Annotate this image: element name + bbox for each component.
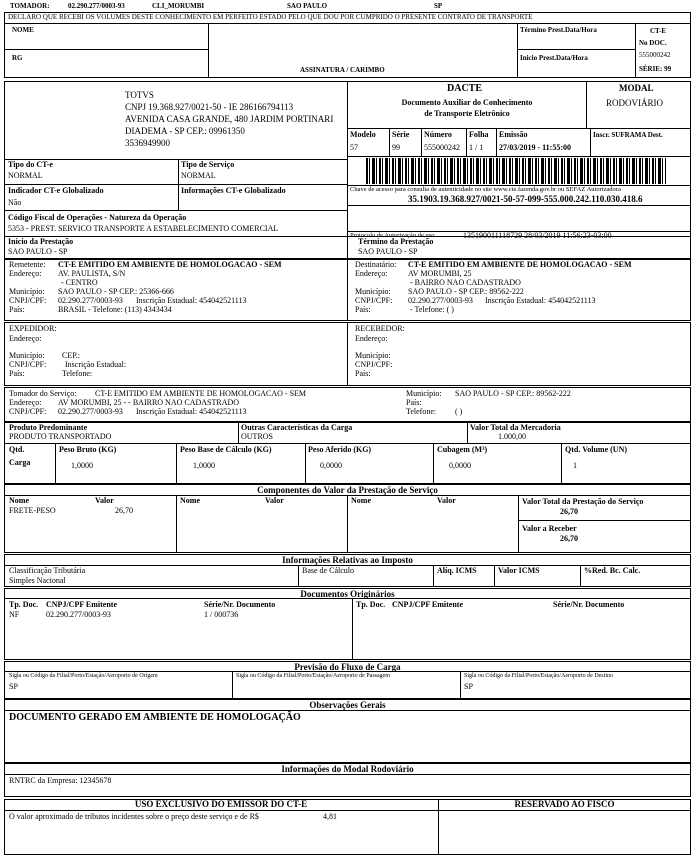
aliq-icms-label: Alíq. ICMS [437, 566, 477, 575]
tipo-cte-value: NORMAL [8, 171, 43, 180]
comp-valor-label-1: Valor [95, 496, 114, 505]
informacoes-label: Informações CT-e Globalizado [181, 186, 286, 195]
outras-value: OUTROS [241, 432, 274, 441]
expedidor-pais-label: País: [9, 369, 25, 378]
folha-label: Folha [469, 130, 489, 139]
tomador-strip-state: SP [434, 2, 443, 10]
doc-cnpj-label-1: CNPJ/CPF Emitente [46, 600, 118, 609]
fluxo-destino-label: Sigla ou Código da Filial/Porto/Estação/Aeroporto de Destino [464, 673, 613, 679]
divider [55, 443, 56, 484]
emitter-name: TOTVS [125, 90, 154, 100]
qtd-carga-label: Carga [9, 458, 31, 467]
destinatario-name: CT-E EMITIDO EM AMBIENTE DE HOMOLOGACAO - SEM [408, 260, 632, 269]
tomador-label: Tomador do Serviço: [9, 389, 77, 398]
imposto-title: Informações Relativas ao Imposto [4, 554, 691, 565]
tomador-cnpj-label: CNPJ/CPF: [9, 407, 47, 416]
tipo-cte-label: Tipo do CT-e [8, 160, 53, 169]
divider [305, 443, 306, 484]
tributos-value: 4,81 [323, 812, 337, 821]
qtd-volume-label: Qtd. Volume (UN) [565, 445, 628, 454]
divider [421, 128, 422, 156]
indicador-value: Não [8, 198, 22, 207]
emitter-cnpj: CNPJ 19.368.927/0021-50 - IE 286166794113 [125, 102, 294, 112]
nodoc-label: No DOC. [639, 39, 667, 47]
divider [4, 184, 347, 185]
valor-mercadoria-label: Valor Total da Mercadoria [470, 423, 561, 432]
divider [517, 49, 635, 50]
fluxo-destino-value: SP [464, 682, 473, 691]
classificacao-label: Classificação Tributária [9, 566, 86, 575]
serie-doc-label: Série [392, 130, 410, 139]
qtd-label: Qtd. [9, 445, 25, 454]
documentos-title: Documentos Originários [4, 588, 691, 598]
qtd-volume-value: 1 [573, 461, 577, 470]
recebedor-endereco-label: Endereço: [355, 334, 388, 343]
cte-label: CT-E [650, 27, 667, 35]
comp-nome-label-1: Nome [9, 496, 29, 505]
protocolo-label: Protocolo de Autorização de uso [350, 232, 435, 239]
modal-label: MODAL [619, 83, 654, 93]
tomador-strip-cnpj: 02.290.277/0003-93 [68, 2, 125, 10]
destinatario-pais-label: País: [355, 305, 371, 314]
peso-aferido-label: Peso Aferido (KG) [308, 445, 372, 454]
divider [517, 23, 518, 78]
base-calculo-label: Base de Cálculo [302, 566, 354, 575]
cubagem-value: 0,0000 [449, 461, 471, 470]
doc-cnpj-value: 02.290.277/0003-93 [46, 610, 111, 619]
tomador-telefone: ( ) [455, 407, 463, 416]
expedidor-municipio-label: Município: [9, 351, 45, 360]
indicador-label: Indicador CT-e Globalizado [8, 186, 104, 195]
remetente-cnpj-label: CNPJ/CPF: [9, 296, 47, 305]
peso-aferido-value: 0,0000 [320, 461, 342, 470]
destinatario-bairro: - BAIRRO NAO CADASTRADO [410, 278, 521, 287]
expedidor-endereco-label: Endereço: [9, 334, 42, 343]
divider [347, 128, 691, 129]
emitter-city: DIADEMA - SP CEP.: 09961350 [125, 126, 245, 136]
inicio-prestacao-label: Inicio da Prestação [8, 237, 74, 246]
rg-label: RG [12, 54, 23, 62]
modal-rodoviario-title: Informações do Modal Rodoviário [4, 763, 691, 774]
doc-serie-label-1: Série/Nr. Documento [204, 600, 276, 609]
dacte-title: DACTE [447, 83, 483, 94]
outras-label: Outras Características da Carga [241, 423, 353, 432]
termino-prestacao-value: SAO PAULO - SP [358, 247, 418, 256]
tomador-endereco: AV MORUMBI, 25 - - BAIRRO NAO CADASTRADO [58, 398, 240, 407]
chave-value: 35.1903.19.368.927/0021-50-57-099-555.000.242.110.030.418.6 [408, 194, 643, 204]
tomador-cnpj: 02.290.277/0003-93 [58, 407, 123, 416]
declaration-text: DECLARO QUE RECEBI OS VOLUMES DESTE CONHECIMENTO EM PERFEITO ESTADO PELO QUE DOU POR CUMPRIDO O PRESENTE CONTRATO DE TRANSPORTE [8, 13, 533, 21]
nome-label: NOME [12, 26, 34, 34]
fluxo-passagem-label: Sigla ou Código da Filial/Porto/Estação/Aeroporto de Passagem [236, 673, 390, 679]
peso-base-label: Peso Base de Cálculo (KG) [180, 445, 272, 454]
tributos-text: O valor aproximado de tributos incidentes sobre o preço deste serviço e de R$ [9, 812, 259, 821]
cubagem-label: Cubagem (M³) [437, 445, 488, 454]
fluxo-title: Previsão do Fluxo de Carga [4, 661, 691, 671]
destinatario-endereco: AV MORUMBI, 25 [408, 269, 472, 278]
divider [208, 23, 209, 78]
valor-total-label: Valor Total da Prestação do Serviço [522, 497, 644, 506]
componentes-title: Componentes do Valor da Prestação de Serviço [4, 484, 691, 495]
tomador-strip-label: TOMADOR: [10, 2, 50, 10]
remetente-pais-label: País: [9, 305, 25, 314]
modelo-label: Modelo [350, 130, 376, 139]
tomador-strip-name: CLI_MORUMBI [152, 2, 205, 10]
divider [635, 23, 636, 78]
tipo-servico-label: Tipo de Serviço [181, 160, 235, 169]
produto-value: PRODUTO TRANSPORTADO [9, 432, 112, 441]
divider [4, 210, 347, 211]
recebedor-label: RECEBEDOR: [355, 324, 405, 333]
valor-receber-label: Valor a Receber [522, 524, 577, 533]
doc-serie-value: 1 / 000736 [204, 610, 239, 619]
dacte-subtitle-1: Documento Auxiliar do Conhecimento [401, 98, 533, 107]
valor-mercadoria-value: 1.000,00 [498, 432, 526, 441]
classificacao-value: Simples Nacional [9, 576, 66, 585]
tomador-municipio-label: Município: [406, 389, 442, 398]
remetente-pais: BRASIL - Telefone: (113) 4343434 [58, 305, 172, 314]
recebedor-pais-label: País: [355, 369, 371, 378]
divider [347, 495, 348, 553]
fisco-title: RESERVADO AO FISCO [514, 799, 615, 809]
tomador-pais-label: País: [406, 398, 422, 407]
serie-doc-value: 99 [392, 143, 400, 152]
observacoes-text: DOCUMENTO GERADO EM AMBIENTE DE HOMOLOGAÇÃO [9, 712, 301, 723]
divider [433, 565, 434, 587]
emissor-title: USO EXCLUSIVO DO EMISSOR DO CT-E [134, 799, 308, 809]
dacte-subtitle-2: de Transporte Eletrônico [424, 109, 510, 118]
divider [298, 565, 299, 587]
cfop-label: Código Fiscal de Operações - Natureza da Operação [8, 213, 187, 222]
tomador-municipio: SAO PAULO - SP CEP.: 89562-222 [455, 389, 571, 398]
expedidor-telefone-label: Telefone: [62, 369, 93, 378]
divider [466, 128, 467, 156]
tomador-name: CT-E EMITIDO EM AMBIENTE DE HOMOLOGACAO - SEM [95, 389, 307, 398]
doc-cnpj-label-2: CNPJ/CPF Emitente [392, 600, 464, 609]
folha-value: 1 / 1 [469, 143, 484, 152]
serie-label: SÉRIE: 99 [639, 65, 672, 73]
barcode-image [366, 158, 666, 184]
inicio-prest-label: Inicio Prest.Data/Hora [520, 54, 588, 62]
emitter-phone: 3536949900 [125, 138, 170, 148]
expedidor-label: EXPEDIDOR: [9, 324, 57, 333]
modelo-value: 57 [350, 143, 358, 152]
comp-valor-label-2: Valor [265, 496, 284, 505]
divider [590, 128, 591, 156]
tomador-telefone-label: Telefone: [406, 407, 437, 416]
assinatura-label: ASSINATURA / CARIMBO [300, 66, 385, 74]
remetente-name: CT-E EMITIDO EM AMBIENTE DE HOMOLOGACAO - SEM [58, 260, 282, 269]
remetente-endereco-label: Endereço: [9, 269, 42, 278]
doc-tp-label-2: Tp. Doc. [356, 600, 386, 609]
peso-bruto-label: Peso Bruto (KG) [59, 445, 117, 454]
divider [460, 671, 461, 699]
divider [518, 495, 519, 553]
destinatario-endereco-label: Endereço: [355, 269, 388, 278]
remetente-cnpj: 02.290.277/0003-93 [58, 296, 123, 305]
destinatario-ie: Inscrição Estadual: 454042521113 [485, 296, 596, 305]
destinatario-label: Destinatário: [355, 260, 397, 269]
divider [561, 443, 562, 484]
modal-value: RODOVIÁRIO [606, 98, 663, 108]
divider [4, 23, 691, 24]
divider [176, 443, 177, 484]
doc-tp-value: NF [9, 610, 20, 619]
fluxo-origem-label: Sigla ou Código da Filial/Porto/Estação/Aeroporto de Origem [9, 673, 158, 679]
red-bc-label: %Red. Bc. Calc. [584, 566, 641, 575]
remetente-bairro: - CENTRO [61, 278, 98, 287]
expedidor-ie-label: Inscrição Estadual: [65, 360, 127, 369]
tomador-strip-city: SAO PAULO [287, 2, 328, 10]
divider [176, 495, 177, 553]
inicio-prestacao-value: SAO PAULO - SP [8, 247, 68, 256]
protocolo-value: 135190011118729 28/03/2019 11:56:23-03:00 [463, 231, 612, 240]
divider [4, 159, 347, 160]
remetente-ie: Inscrição Estadual: 454042521113 [136, 296, 247, 305]
valor-total-value: 26,70 [560, 507, 578, 516]
tomador-endereco-label: Endereço: [9, 398, 42, 407]
divider [467, 422, 468, 443]
comp-item-value: 26,70 [115, 506, 133, 515]
divider [580, 565, 581, 587]
recebedor-municipio-label: Município: [355, 351, 391, 360]
destinatario-pais: - Telefone: ( ) [410, 305, 454, 314]
divider [496, 128, 497, 156]
divider [389, 128, 390, 156]
observacoes-title: Observações Gerais [4, 699, 691, 710]
divider [347, 205, 691, 206]
divider [4, 810, 691, 811]
divider [433, 443, 434, 484]
tomador-ie: Inscrição Estadual: 454042521113 [136, 407, 247, 416]
destinatario-municipio: SAO PAULO - SP CEP.: 89562-222 [408, 287, 524, 296]
comp-item-name: FRETE-PESO [9, 506, 56, 515]
remetente-endereco: AV. PAULISTA, S/N [58, 269, 126, 278]
comp-valor-label-3: Valor [437, 496, 456, 505]
numero-label: Número [424, 130, 452, 139]
comp-nome-label-2: Nome [180, 496, 200, 505]
nodoc-value: 555000242 [639, 51, 671, 59]
emitter-address: AVENIDA CASA GRANDE, 480 JARDIM PORTINARI [125, 114, 334, 124]
cfop-value: 5353 - PREST. SERVICO TRANSPORTE A ESTABELECIMENTO COMERCIAL [8, 224, 279, 233]
valor-icms-label: Valor ICMS [498, 566, 540, 575]
expedidor-cep-label: CEP.: [62, 351, 81, 360]
divider [352, 598, 353, 660]
comp-nome-label-3: Nome [351, 496, 371, 505]
divider [232, 671, 233, 699]
divider [518, 520, 691, 521]
termino-prest-label: Término Prest.Data/Hora [520, 26, 597, 34]
remetente-label: Remetente: [9, 260, 46, 269]
produto-label: Produto Predominante [9, 423, 88, 432]
emissao-value: 27/03/2019 - 11:55:00 [499, 143, 571, 152]
termino-prestacao-label: Término da Prestação [358, 237, 434, 246]
divider [494, 565, 495, 587]
divider [4, 443, 691, 444]
divider [4, 236, 691, 237]
divider [586, 81, 587, 128]
expedidor-cnpj-label: CNPJ/CPF: [9, 360, 47, 369]
peso-bruto-value: 1,0000 [71, 461, 93, 470]
rntrc-text: RNTRC da Empresa: 12345678 [9, 776, 112, 785]
remetente-municipio: SAO PAULO - SP CEP.: 25366-666 [58, 287, 174, 296]
chave-label: Chave de acesso para consulta de autenticidade no site www.cte.fazenda.gov.br ou SEFAZ Autorizadora [350, 186, 621, 193]
divider [4, 49, 208, 50]
numero-value: 555000242 [424, 143, 460, 152]
doc-tp-label-1: Tp. Doc. [9, 600, 39, 609]
doc-serie-label-2: Série/Nr. Documento [553, 600, 625, 609]
peso-base-value: 1,0000 [193, 461, 215, 470]
valor-receber-value: 26,70 [560, 534, 578, 543]
recebedor-cnpj-label: CNPJ/CPF: [355, 360, 393, 369]
destinatario-cnpj-label: CNPJ/CPF: [355, 296, 393, 305]
divider [347, 156, 691, 157]
remetente-municipio-label: Município: [9, 287, 45, 296]
tipo-servico-value: NORMAL [181, 171, 216, 180]
emissao-label: Emissão [499, 130, 528, 139]
divider [347, 81, 348, 259]
suframa-label: Inscr. SUFRAMA Dest. [593, 131, 663, 139]
divider [238, 422, 239, 443]
destinatario-cnpj: 02.290.277/0003-93 [408, 296, 473, 305]
destinatario-municipio-label: Município: [355, 287, 391, 296]
fluxo-origem-value: SP [9, 682, 18, 691]
